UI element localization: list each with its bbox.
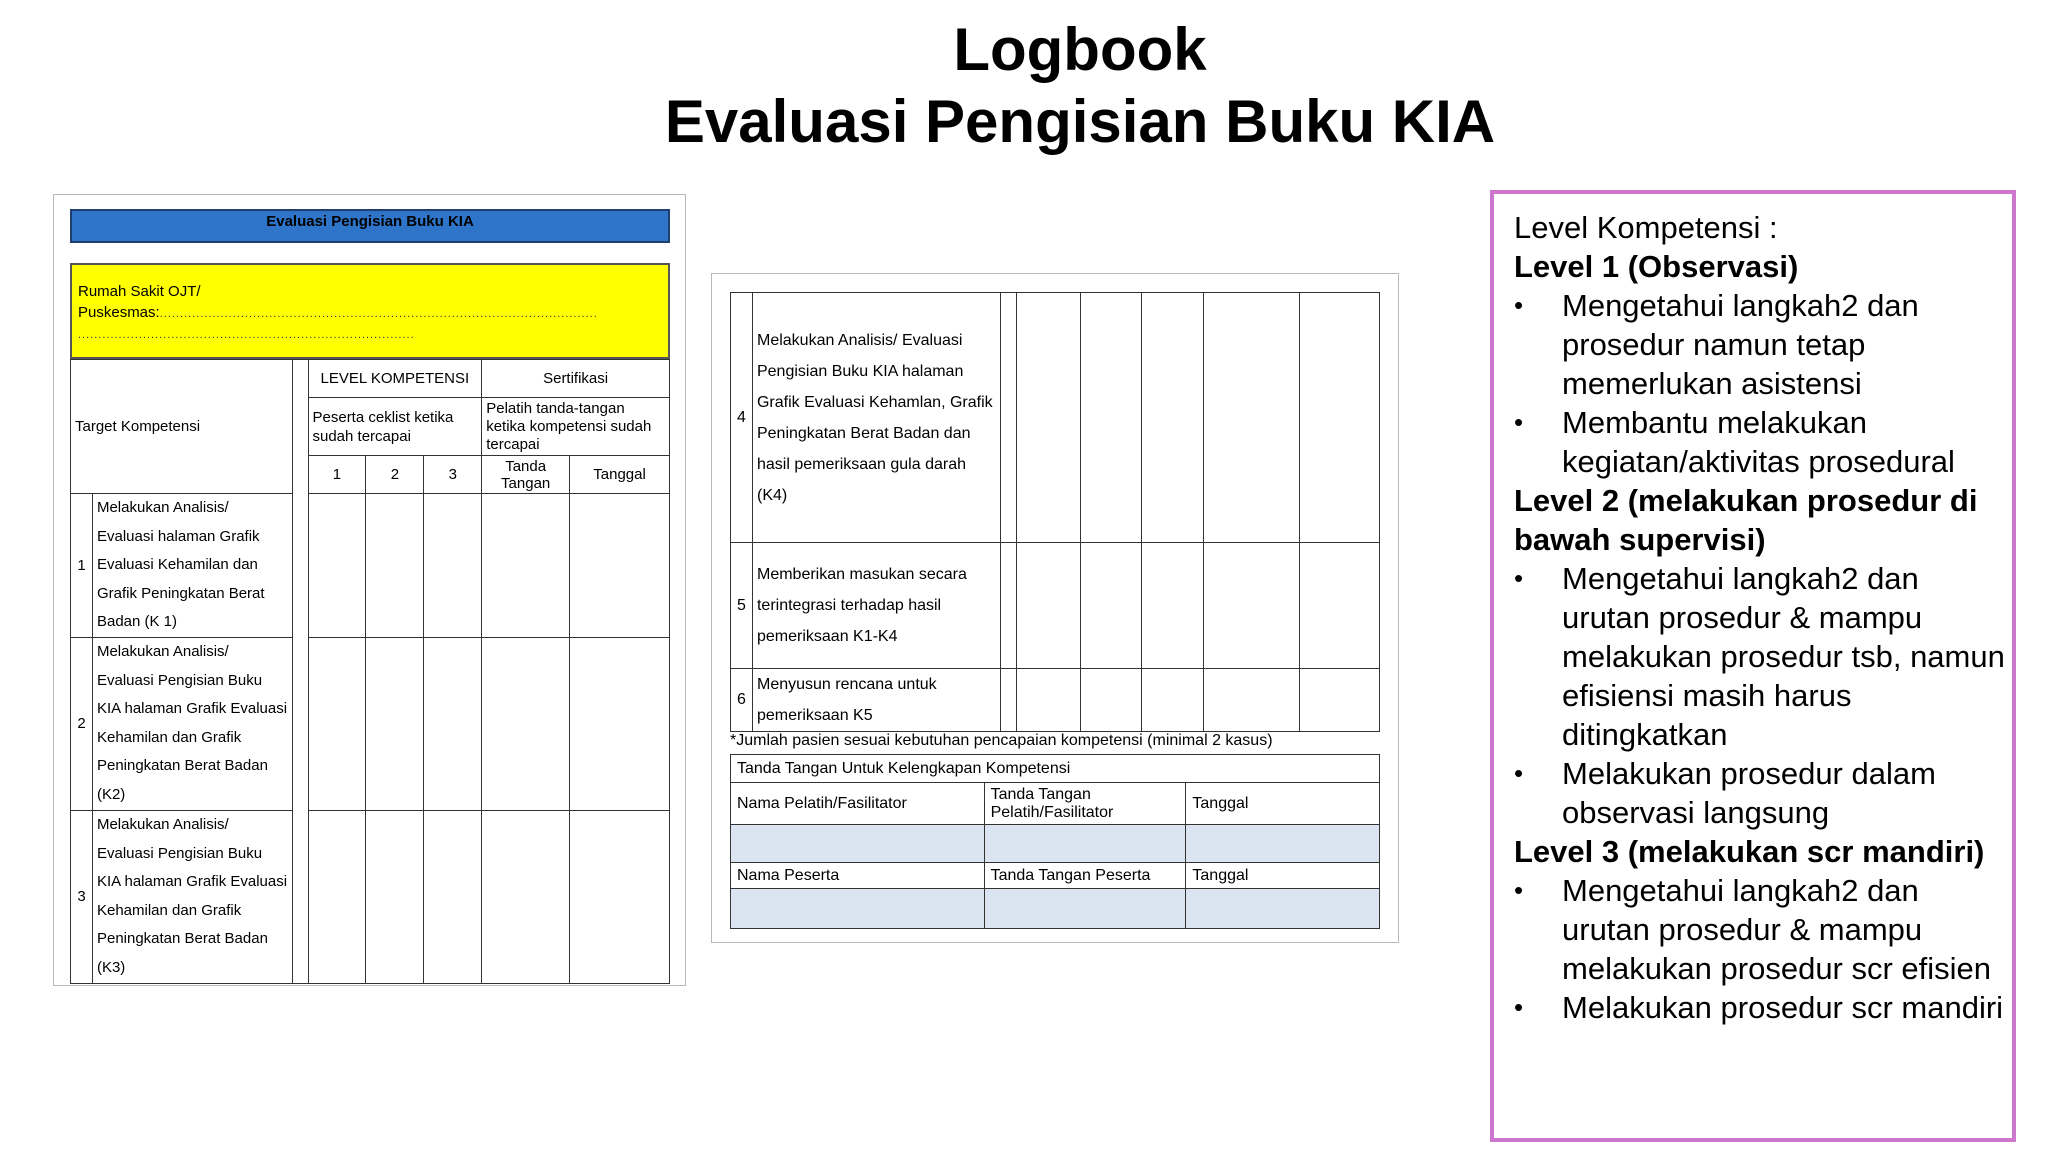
cell-level-3[interactable] — [1142, 669, 1204, 732]
ttd-peserta-label: Tanda Tangan Peserta — [984, 863, 1186, 889]
sertifikasi-header: Sertifikasi — [482, 360, 670, 398]
footnote: *Jumlah pasien sesuai kebutuhan pencapaian kompetensi (minimal 2 kasus) — [730, 732, 1273, 749]
level-1-title: Level 1 (Observasi) — [1514, 249, 1799, 284]
list-item: • Melakukan prosedur scr mandiri — [1514, 988, 2012, 1027]
cell-tanda-tangan[interactable] — [1204, 543, 1300, 669]
title-line-1: Logbook — [953, 16, 1207, 83]
ttd-peserta-field[interactable] — [984, 889, 1186, 929]
rumah-sakit-box: Rumah Sakit OJT/ Puskesmas:............................................................................................................ ................................................................................... — [70, 263, 670, 359]
level-1-header: 1 — [308, 456, 366, 494]
level-heading: Level Kompetensi : — [1514, 210, 1778, 245]
list-item: • Mengetahui langkah2 dan urutan prosedur & mampu melakukan prosedur scr efisien — [1514, 871, 2012, 988]
row-text: Menyusun rencana untuk pemeriksaan K5 — [752, 669, 1000, 732]
rs-label-2: Puskesmas: — [78, 304, 160, 321]
competency-table-left — [70, 359, 670, 984]
list-item: • Membantu melakukan kegiatan/aktivitas prosedural — [1514, 403, 2012, 481]
cell-tanda-tangan[interactable] — [482, 810, 570, 983]
peserta-ceklist-header: Peserta ceklist ketika sudah tercapai — [308, 398, 482, 456]
level-kompetensi-box — [1490, 190, 2016, 1142]
form-header: Evaluasi Pengisian Buku KIA — [70, 209, 670, 243]
cell-level-2[interactable] — [1080, 293, 1142, 543]
nama-pelatih-field[interactable] — [731, 825, 985, 863]
cell-level-1[interactable] — [1016, 669, 1080, 732]
cell-tanda-tangan[interactable] — [1204, 669, 1300, 732]
cell-level-1[interactable] — [1016, 543, 1080, 669]
form-mid-panel — [711, 273, 1399, 943]
cell-level-2[interactable] — [1080, 543, 1142, 669]
table-row — [731, 293, 1380, 543]
level-2-list — [1514, 559, 2012, 832]
cell-tanda-tangan[interactable] — [482, 637, 570, 810]
tanggal-header: Tanggal — [570, 456, 670, 494]
ttd-pelatih-label: Tanda Tangan Pelatih/Fasilitator — [984, 783, 1186, 825]
signature-table — [730, 754, 1380, 929]
nama-pelatih-label: Nama Pelatih/Fasilitator — [731, 783, 985, 825]
level-1-list — [1514, 286, 2012, 481]
table-row — [731, 543, 1380, 669]
title-line-2: Evaluasi Pengisian Buku KIA — [664, 88, 1496, 155]
list-item: • Mengetahui langkah2 dan prosedur namun tetap memerlukan asistensi — [1514, 286, 2012, 403]
list-item: • Mengetahui langkah2 dan urutan prosedur & mampu melakukan prosedur tsb, namun efisiensi masih harus ditingkatkan — [1514, 559, 2012, 754]
tanggal-label-2: Tanggal — [1186, 863, 1380, 889]
row-text: Melakukan Analisis/ Evaluasi Pengisian Buku KIA halaman Grafik Evaluasi Kehamilan dan Grafik Peningkatan Berat Badan (K3) — [92, 810, 292, 983]
tanggal-field-1[interactable] — [1186, 825, 1380, 863]
cell-level-3[interactable] — [424, 494, 482, 638]
cell-level-3[interactable] — [424, 810, 482, 983]
row-text: Melakukan Analisis/ Evaluasi Pengisian Buku KIA halaman Grafik Evaluasi Kehamlan, Grafik Peningkatan Berat Badan dan hasil pemeriksaan gula darah (K4) — [752, 293, 1000, 543]
cell-level-1[interactable] — [308, 810, 366, 983]
target-kompetensi-header: Target Kompetensi — [71, 360, 293, 494]
cell-level-3[interactable] — [424, 637, 482, 810]
cell-tanggal[interactable] — [1300, 293, 1380, 543]
cell-tanda-tangan[interactable] — [1204, 293, 1300, 543]
cell-level-2[interactable] — [1080, 669, 1142, 732]
cell-level-2[interactable] — [366, 810, 424, 983]
row-number: 3 — [71, 810, 93, 983]
row-number: 2 — [71, 637, 93, 810]
row-number: 1 — [71, 494, 93, 638]
ttd-pelatih-field[interactable] — [984, 825, 1186, 863]
cell-tanggal[interactable] — [570, 810, 670, 983]
level-kompetensi-header: LEVEL KOMPETENSI — [308, 360, 482, 398]
table-row — [71, 494, 670, 638]
cell-level-1[interactable] — [1016, 293, 1080, 543]
nama-peserta-field[interactable] — [731, 889, 985, 929]
tanggal-label-1: Tanggal — [1186, 783, 1380, 825]
cell-tanggal[interactable] — [1300, 669, 1380, 732]
row-number: 6 — [731, 669, 753, 732]
nama-peserta-label: Nama Peserta — [731, 863, 985, 889]
row-number: 4 — [731, 293, 753, 543]
cell-tanggal[interactable] — [570, 637, 670, 810]
cell-level-3[interactable] — [1142, 293, 1204, 543]
level-3-list — [1514, 871, 2012, 1027]
tanda-tangan-header: Tanda Tangan — [482, 456, 570, 494]
cell-tanggal[interactable] — [570, 494, 670, 638]
level-2-title: Level 2 (melakukan prosedur di bawah supervisi) — [1514, 483, 1978, 557]
list-item: • Melakukan prosedur dalam observasi langsung — [1514, 754, 2012, 832]
cell-tanggal[interactable] — [1300, 543, 1380, 669]
tanggal-field-2[interactable] — [1186, 889, 1380, 929]
cell-tanda-tangan[interactable] — [482, 494, 570, 638]
row-text: Melakukan Analisis/ Evaluasi Pengisian Buku KIA halaman Grafik Evaluasi Kehamilan dan Grafik Peningkatan Berat Badan (K2) — [92, 637, 292, 810]
table-row — [731, 669, 1380, 732]
form-left-panel — [53, 194, 686, 986]
competency-table-right — [730, 292, 1380, 732]
row-number: 5 — [731, 543, 753, 669]
level-3-title: Level 3 (melakukan scr mandiri) — [1514, 834, 1985, 869]
level-3-header: 3 — [424, 456, 482, 494]
slide-title — [560, 14, 1600, 158]
table-row — [71, 637, 670, 810]
cell-level-2[interactable] — [366, 494, 424, 638]
row-text: Memberikan masukan secara terintegrasi terhadap hasil pemeriksaan K1-K4 — [752, 543, 1000, 669]
cell-level-1[interactable] — [308, 494, 366, 638]
cell-level-2[interactable] — [366, 637, 424, 810]
pelatih-ttd-header: Pelatih tanda-tangan ketika kompetensi sudah tercapai — [482, 398, 670, 456]
level-2-header: 2 — [366, 456, 424, 494]
table-row — [71, 810, 670, 983]
cell-level-1[interactable] — [308, 637, 366, 810]
row-text: Melakukan Analisis/ Evaluasi halaman Grafik Evaluasi Kehamilan dan Grafik Peningkatan Berat Badan (K 1) — [92, 494, 292, 638]
signature-header: Tanda Tangan Untuk Kelengkapan Kompetensi — [731, 755, 1380, 783]
cell-level-3[interactable] — [1142, 543, 1204, 669]
rs-label-1: Rumah Sakit OJT/ — [78, 283, 201, 300]
